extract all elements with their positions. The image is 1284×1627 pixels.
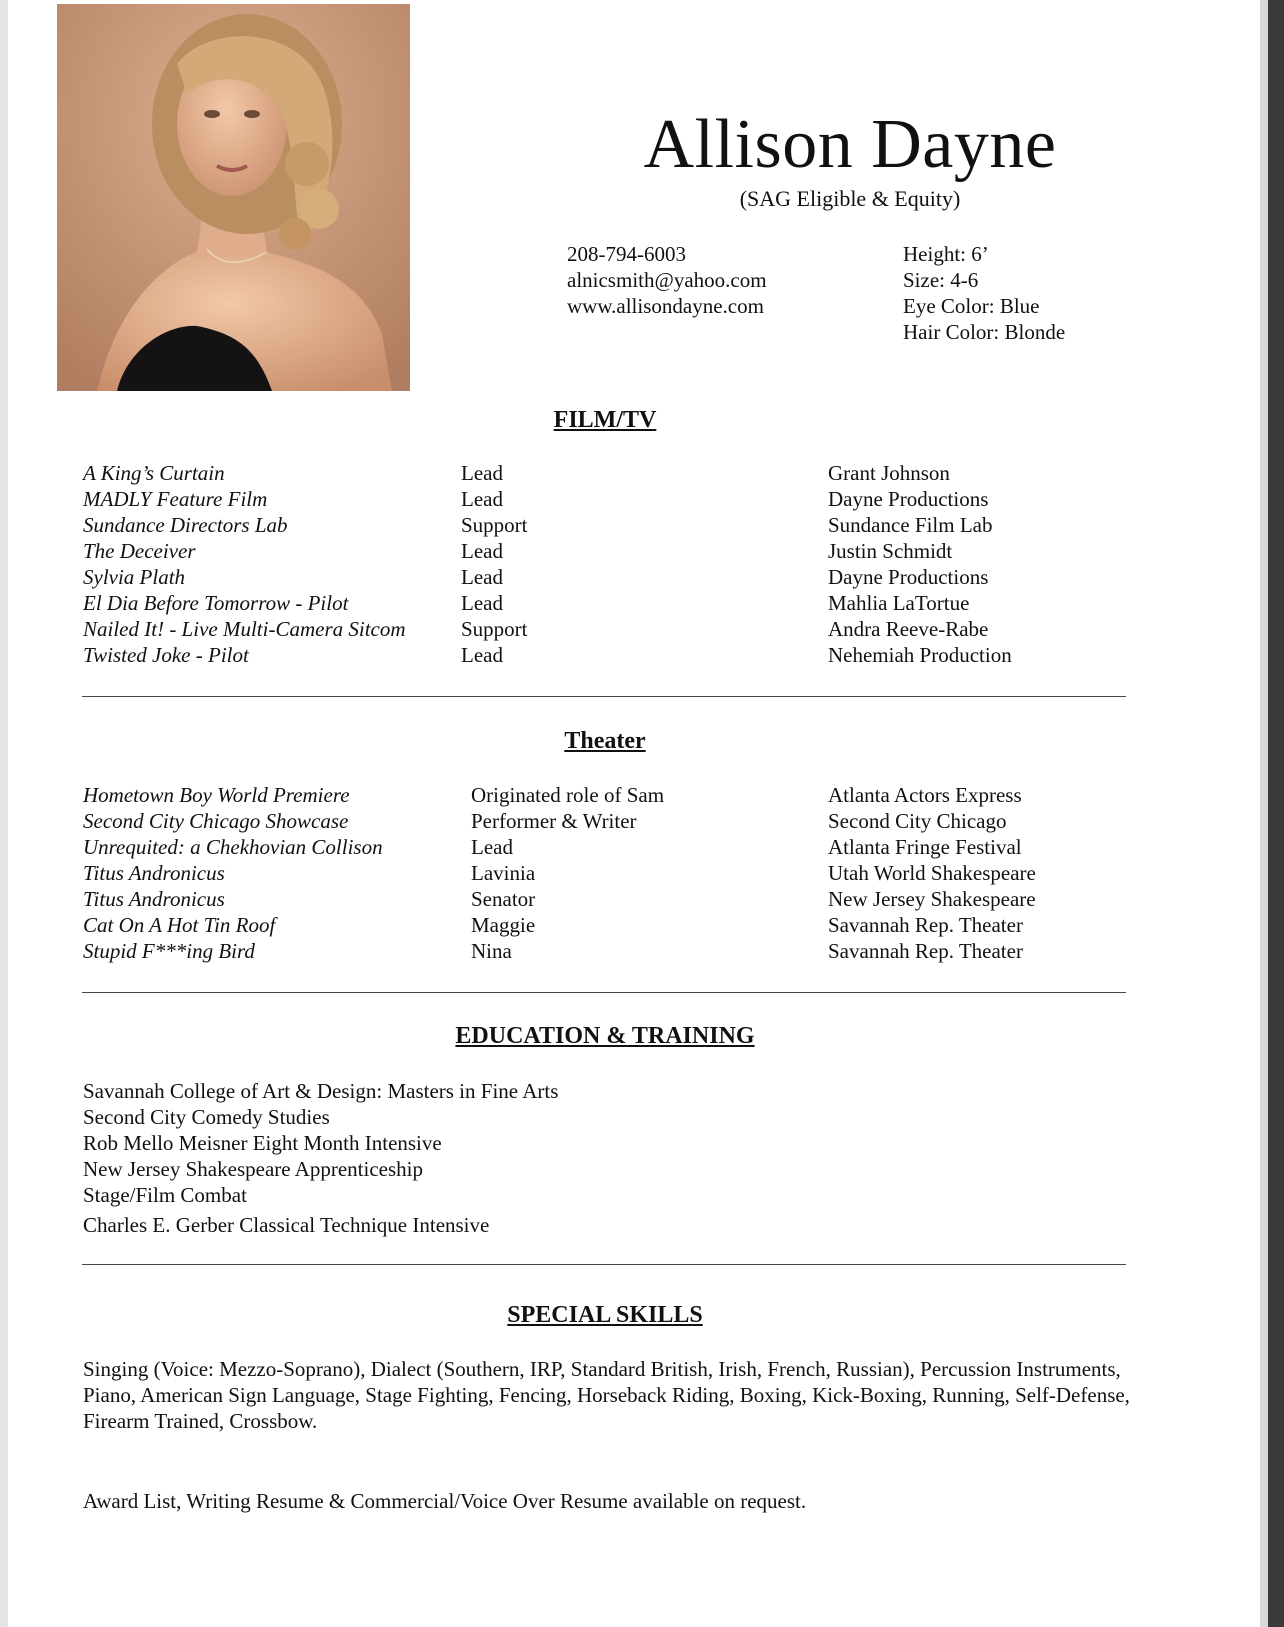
credit-role: Maggie	[471, 913, 536, 937]
credit-title: A King’s Curtain	[83, 461, 225, 485]
phone-number: 208-794-6003	[567, 242, 686, 266]
contact-info	[567, 241, 767, 319]
education-item: Rob Mello Meisner Eight Month Intensive	[83, 1131, 442, 1155]
credit-company: Justin Schmidt	[828, 539, 953, 563]
credit-title: Nailed It! - Live Multi-Camera Sitcom	[83, 617, 406, 641]
theater-roles	[471, 782, 664, 964]
credit-company: Dayne Productions	[828, 565, 989, 589]
credit-role: Performer & Writer	[471, 809, 637, 833]
education-item: Savannah College of Art & Design: Masters in Fine Arts	[83, 1079, 559, 1103]
credit-title: Titus Andronicus	[83, 887, 225, 911]
skills-text: Singing (Voice: Mezzo-Soprano), Dialect (Southern, IRP, Standard British, Irish, French, Russian), Percussion Instruments, Piano, American Sign Language, Stage Fighting, Fencing, Horseback Riding, Boxing, Kick-Boxing, Running, Self-Defense, Firearm Trained, Crossbow.	[83, 1357, 1130, 1433]
credit-company: Savannah Rep. Theater	[828, 913, 1023, 937]
credit-role: Lead	[461, 461, 503, 485]
credit-title: El Dia Before Tomorrow - Pilot	[83, 591, 349, 615]
credit-title: Cat On A Hot Tin Roof	[83, 913, 276, 937]
credit-title: MADLY Feature Film	[83, 487, 268, 511]
credit-title: Second City Chicago Showcase	[83, 809, 349, 833]
stat-height: Height: 6’	[903, 242, 989, 266]
skills-heading: SPECIAL SKILLS	[507, 1302, 703, 1328]
stat-size: Size: 4-6	[903, 268, 979, 292]
credit-company: Utah World Shakespeare	[828, 861, 1036, 885]
page-edge-left	[0, 0, 8, 1627]
credit-title: Sundance Directors Lab	[83, 513, 288, 537]
film-tv-heading: FILM/TV	[553, 407, 657, 433]
education-item: Second City Comedy Studies	[83, 1105, 330, 1129]
credit-company: Atlanta Fringe Festival	[828, 835, 1022, 859]
credit-company: Andra Reeve-Rabe	[828, 617, 989, 641]
credit-company: New Jersey Shakespeare	[828, 887, 1036, 911]
section-divider	[82, 992, 1126, 993]
credit-role: Lead	[461, 539, 503, 563]
page-edge-right	[1268, 0, 1284, 1627]
film-tv-companies	[828, 460, 1012, 668]
credit-role: Support	[461, 513, 528, 537]
credit-title: Sylvia Plath	[83, 565, 186, 589]
stat-hair-color: Hair Color: Blonde	[903, 320, 1066, 344]
education-item: Charles E. Gerber Classical Technique Intensive	[83, 1213, 490, 1237]
credit-title: Titus Andronicus	[83, 861, 225, 885]
physical-stats	[903, 241, 1065, 345]
theater-titles	[83, 782, 383, 964]
credit-title: Unrequited: a Chekhovian Collison	[83, 835, 383, 859]
credit-role: Nina	[471, 939, 512, 963]
union-status: (SAG Eligible & Equity)	[739, 186, 961, 211]
credit-company: Second City Chicago	[828, 809, 1007, 833]
credit-role: Lead	[461, 591, 503, 615]
credit-title: The Deceiver	[83, 539, 196, 563]
theater-companies	[828, 782, 1036, 964]
credit-company: Savannah Rep. Theater	[828, 939, 1023, 963]
credit-role: Lavinia	[471, 861, 536, 885]
education-list	[83, 1078, 558, 1238]
film-tv-roles	[461, 460, 528, 668]
credit-role: Lead	[461, 565, 503, 589]
credit-company: Sundance Film Lab	[828, 513, 993, 537]
headshot-photo	[57, 4, 410, 391]
page-edge-shadow	[1260, 0, 1268, 1627]
availability-note: Award List, Writing Resume & Commercial/Voice Over Resume available on request.	[83, 1489, 807, 1513]
section-divider	[82, 1264, 1126, 1265]
credit-role: Lead	[461, 643, 503, 667]
credit-company: Mahlia LaTortue	[828, 591, 970, 615]
section-divider	[82, 696, 1126, 697]
credit-title: Stupid F***ing Bird	[83, 939, 255, 963]
actor-name: Allison Dayne	[643, 106, 1057, 183]
credit-company: Dayne Productions	[828, 487, 989, 511]
credit-role: Senator	[471, 887, 536, 911]
credit-company: Nehemiah Production	[828, 643, 1012, 667]
website-url: www.allisondayne.com	[567, 294, 764, 318]
credit-company: Grant Johnson	[828, 461, 950, 485]
credit-title: Hometown Boy World Premiere	[83, 783, 350, 807]
credit-title: Twisted Joke - Pilot	[83, 643, 249, 667]
stat-eye-color: Eye Color: Blue	[903, 294, 1040, 318]
credit-role: Support	[461, 617, 528, 641]
credit-role: Lead	[471, 835, 513, 859]
film-tv-credits	[83, 460, 1183, 668]
theater-credits	[83, 782, 1183, 964]
email-address: alnicsmith@yahoo.com	[567, 268, 767, 292]
credit-role: Lead	[461, 487, 503, 511]
education-heading: EDUCATION & TRAINING	[455, 1023, 755, 1049]
theater-heading: Theater	[564, 728, 646, 754]
credit-company: Atlanta Actors Express	[828, 783, 1022, 807]
film-tv-titles	[83, 460, 406, 668]
credit-role: Originated role of Sam	[471, 783, 665, 807]
education-item: New Jersey Shakespeare Apprenticeship	[83, 1157, 423, 1181]
education-item: Stage/Film Combat	[83, 1183, 247, 1207]
